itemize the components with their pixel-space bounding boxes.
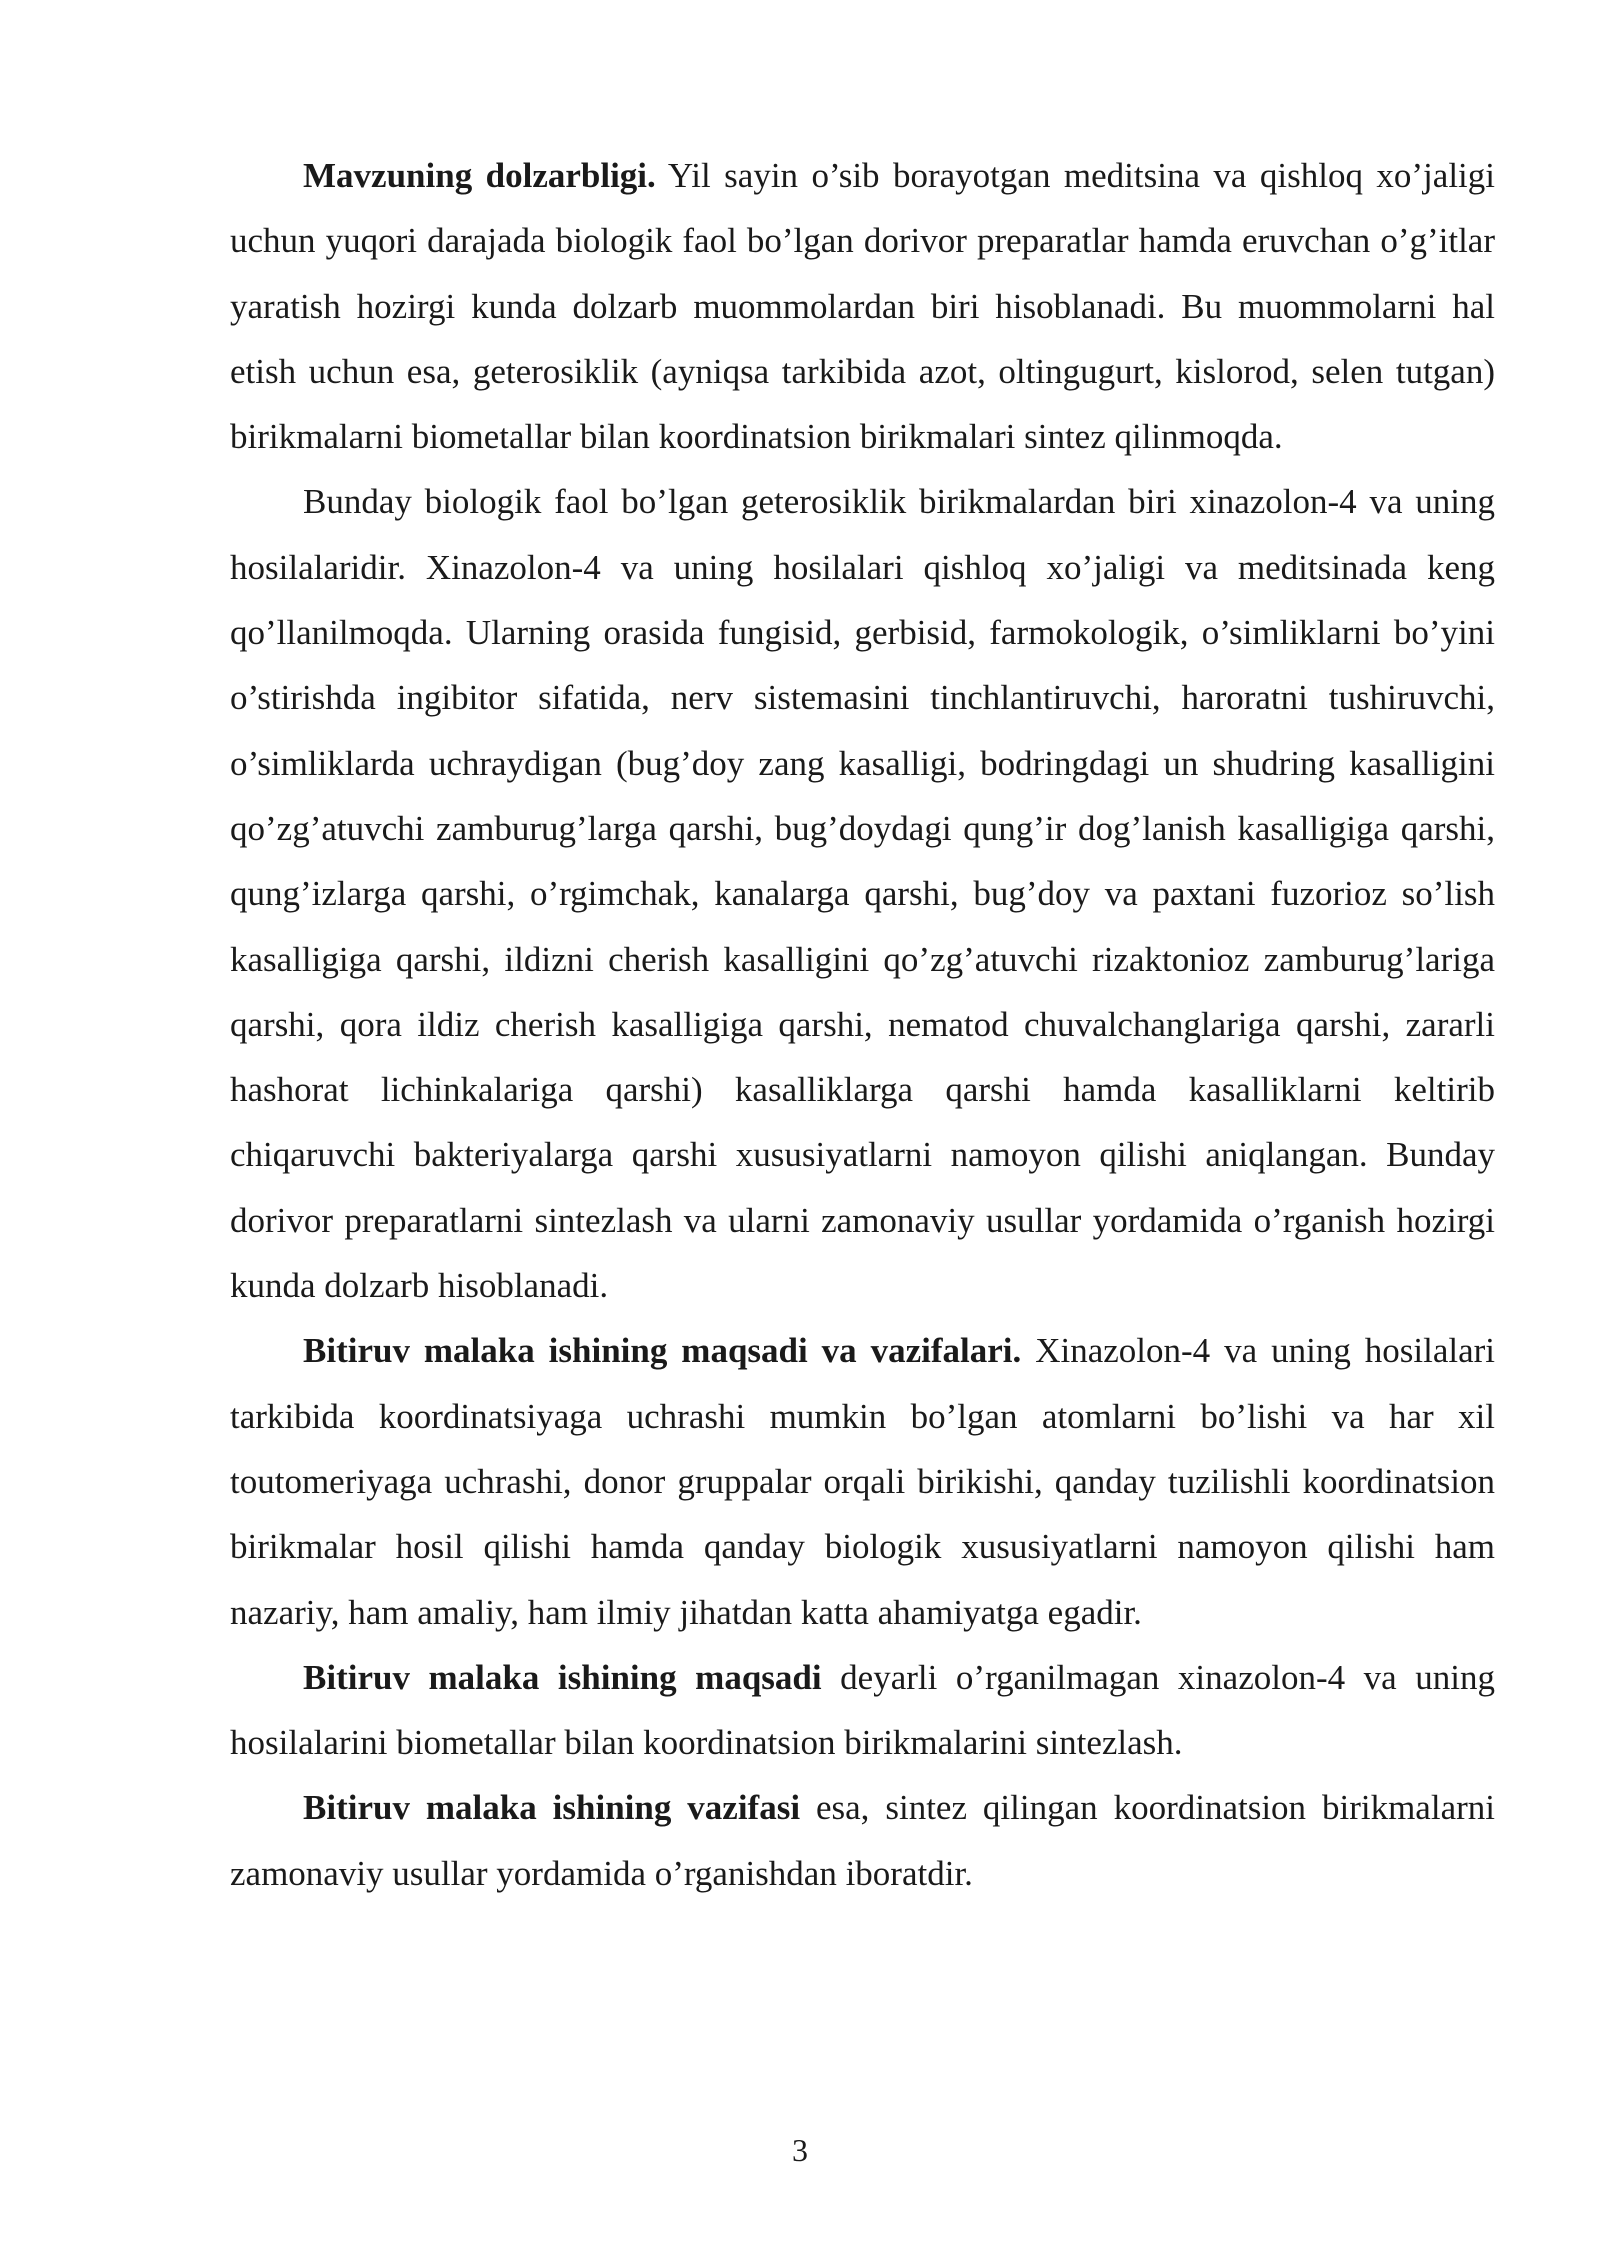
paragraph-relevance [230, 143, 1495, 469]
paragraph-goal [230, 1645, 1495, 1776]
paragraph-task [230, 1775, 1495, 1906]
heading-goals-tasks: Bitiruv malaka ishining maqsadi va vazifalari. [303, 1331, 1022, 1371]
paragraph-text: deyarli o’rganilmagan xinazolon-4 va uning hosilalarini biometallar bilan koordinatsion birikmalarini sintezlash. [230, 1657, 1495, 1763]
document-body [230, 143, 1495, 1906]
heading-goal: Bitiruv malaka ishining maqsadi [303, 1657, 822, 1697]
paragraph-text: esa, sintez qilingan koordinatsion birikmalarni zamonaviy usullar yordamida o’rganishdan iboratdir. [230, 1788, 1495, 1893]
page-number: 3 [792, 2132, 808, 2168]
paragraph-quinazolone [230, 469, 1495, 1318]
paragraph-text: Yil sayin o’sib borayotgan meditsina va qishloq xo’jaligi uchun yuqori darajada biologik faol bo’lgan dorivor preparatlar hamda eruvchan o’g’itlar yaratish hozirgi kunda dolzarb muommolardan biri hisoblanadi. Bu muommolarni hal etish uchun esa, geterosiklik (ayniqsa tarkibida azot, oltingugurt, kislorod, selen tutgan) birikmalarni biometallar bilan koordinatsion birikmalari sintez qilinmoqda. [230, 156, 1495, 457]
paragraph-text: Xinazolon-4 va uning hosilalari tarkibida koordinatsiyaga uchrashi mumkin bo’lgan atomlarni bo’lishi va har xil toutomeriyaga uchrashi, donor gruppalar orqali birikishi, qanday tuzilishli koordinatsion birikmalar hosil qilishi hamda qanday biologik xususiyatlarni namoyon qilishi ham nazariy, ham amaliy, ham ilmiy jihatdan katta ahamiyatga egadir. [230, 1331, 1496, 1632]
paragraph-goals-tasks [230, 1318, 1495, 1644]
heading-task: Bitiruv malaka ishining vazifasi [303, 1788, 801, 1828]
paragraph-text: Bunday biologik faol bo’lgan geterosiklik birikmalardan biri xinazolon-4 va uning hosilalaridir. Xinazolon-4 va uning hosilalari qishloq xo’jaligi va meditsinada keng qo’llanilmoqda. Ularning orasida fungisid, gerbisid, farmokologik, o’simliklarni bo’yini o’stirishda ingibitor sifatida, nerv sistemasini tinchlantiruvchi, haroratni tushiruvchi, o’simliklarda uchraydigan (bug’doy zang kasalligi, bodringdagi un shudring kasalligini qo’zg’atuvchi zamburug’larga qarshi, bug’doydagi qung’ir dog’lanish kasalligiga qarshi, qung’izlarga qarshi, o’rgimchak, kanalarga qarshi, bug’doy va paxtani fuzorioz so’lish kasalligiga qarshi, ildizni cherish kasalligini qo’zg’atuvchi rizaktonioz zamburug’lariga qarshi, qora ildiz cherish kasalligiga qarshi, nematod chuvalchanglariga qarshi, zararli hashorat lichinkalariga qarshi) kasalliklarga qarshi hamda kasalliklarni keltirib chiqaruvchi bakteriyalarga qarshi xususiyatlarni namoyon qilishi aniqlangan. Bunday dorivor preparatlarni sintezlash va ularni zamonaviy usullar yordamida o’rganish hozirgi kunda dolzarb hisoblanadi. [230, 482, 1495, 1306]
heading-relevance: Mavzuning dolzarbligi. [303, 156, 656, 195]
